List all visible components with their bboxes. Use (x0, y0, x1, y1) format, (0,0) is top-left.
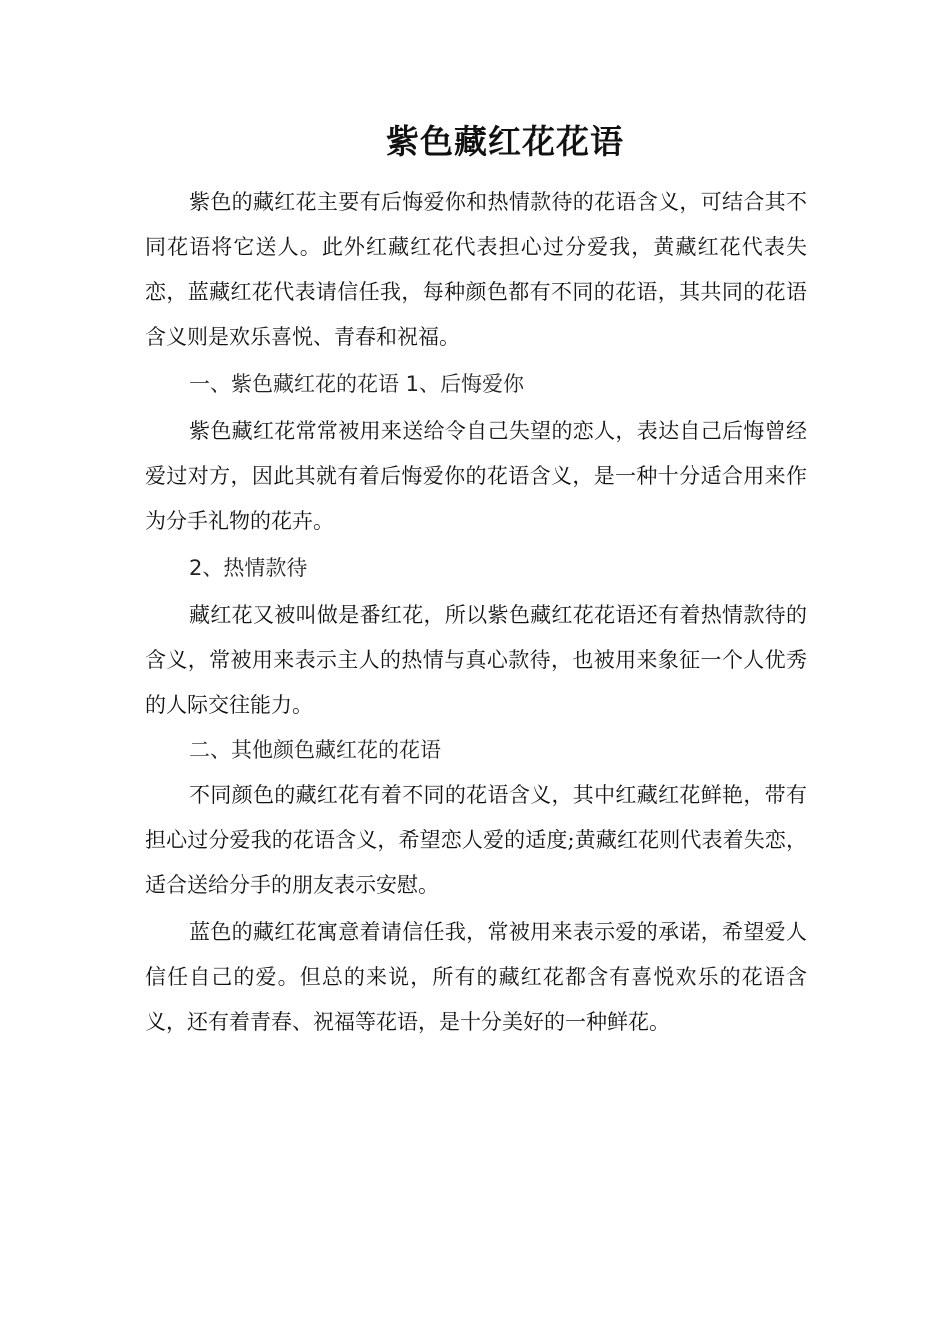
paragraph-intro: 紫色的藏红花主要有后悔爱你和热情款待的花语含义，可结合其不同花语将它送人。此外红藏红花代表担心过分爱我，黄藏红花代表失恋，蓝藏红花代表请信任我，每种颜色都有不同的花语，其共同的花语含义则是欢乐喜悦、青春和祝福。 (145, 190, 807, 349)
section-heading-other-colors: 二、其他颜色藏红花的花语 (189, 738, 441, 762)
document-title: 紫色藏红花花语 (386, 122, 624, 161)
paragraph-hospitality: 藏红花又被叫做是番红花，所以紫色藏红花花语还有着热情款待的含义，常被用来表示主人的热情与真心款待，也被用来象征一个人优秀的人际交往能力。 (145, 603, 807, 717)
paragraph-regret-love: 紫色藏红花常常被用来送给令自己失望的恋人，表达自己后悔曾经爱过对方，因此其就有着后悔爱你的花语含义，是一种十分适合用来作为分手礼物的花卉。 (145, 419, 807, 533)
section-heading-purple: 一、紫色藏红花的花语 1、后悔爱你 (189, 372, 525, 396)
document-body (145, 180, 807, 1045)
paragraph-other-colors: 不同颜色的藏红花有着不同的花语含义，其中红藏红花鲜艳，带有担心过分爱我的花语含义，希望恋人爱的适度;黄藏红花则代表着失恋，适合送给分手的朋友表示安慰。 (145, 783, 807, 897)
section-heading-hospitality: 2、热情款待 (189, 556, 308, 580)
paragraph-blue-crocus: 蓝色的藏红花寓意着请信任我，常被用来表示爱的承诺，希望爱人信任自己的爱。但总的来说，所有的藏红花都含有喜悦欢乐的花语含义，还有着青春、祝福等花语，是十分美好的一种鲜花。 (145, 920, 807, 1034)
